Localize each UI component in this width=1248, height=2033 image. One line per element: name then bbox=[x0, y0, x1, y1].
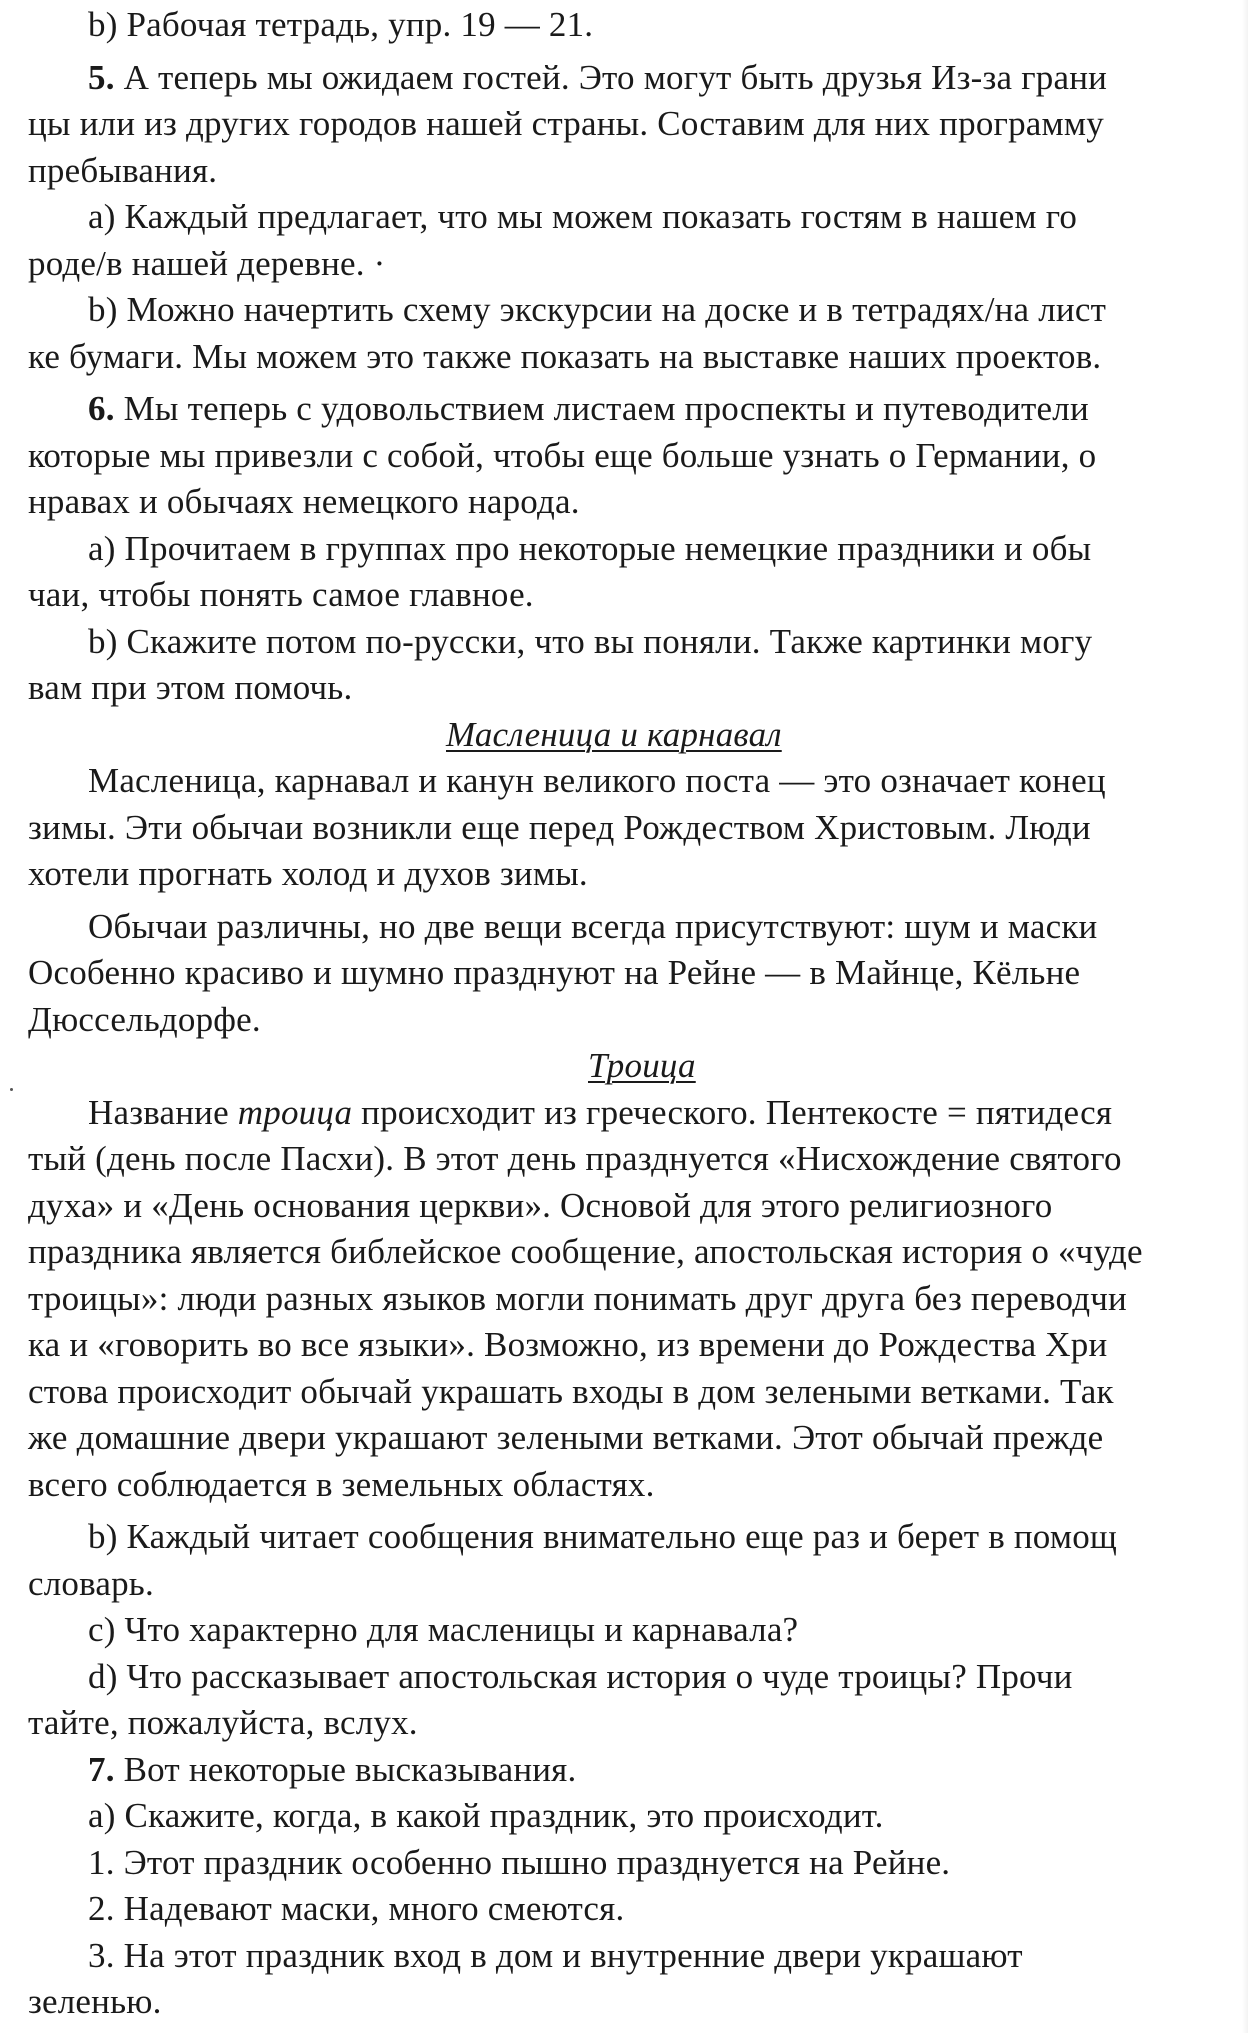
exercise-number: 6. bbox=[88, 389, 115, 428]
text-line: b) Скажите потом по-русски, что вы поняли. Также картинки могу bbox=[88, 621, 1093, 661]
text-line: 1. Этот праздник особенно пышно празднуется на Рейне. bbox=[88, 1842, 951, 1882]
text-line: b) Рабочая тетрадь, упр. 19 — 21. bbox=[88, 5, 594, 44]
paragraph-line bbox=[28, 904, 1248, 951]
text-line: цы или из других городов нашей страны. Составим для них программу bbox=[28, 104, 1104, 143]
paragraph-line bbox=[28, 665, 1248, 712]
paragraph-line bbox=[28, 1979, 1248, 2026]
text-line: духа» и «День основания церкви». Основой для этого религиозного bbox=[28, 1185, 1053, 1225]
paragraph-line bbox=[28, 433, 1248, 480]
text-line: d) Что рассказывает апостольская история о чуде троицы? Прочи bbox=[88, 1656, 1073, 1696]
exercise-5a-line bbox=[28, 194, 1248, 241]
statement-3 bbox=[28, 1933, 1248, 1980]
text-line: же домашние двери украшают зелеными ветками. Этот обычай прежде bbox=[28, 1418, 1104, 1457]
italic-term: троица bbox=[237, 1092, 353, 1132]
text-line: ке бумаги. Мы можем это также показать на выставке наших проектов. bbox=[28, 336, 1102, 376]
exercise-6-line bbox=[28, 386, 1248, 433]
statement-1 bbox=[28, 1840, 1248, 1887]
text-line: тый (день после Пасхи). В этот день празднуется «Нисхождение святого bbox=[28, 1139, 1122, 1178]
exercise-6d-line bbox=[28, 1654, 1248, 1701]
text-line: праздника является библейское сообщение, апостольская история о «чуде bbox=[28, 1232, 1143, 1271]
text-line: которые мы привезли с собой, чтобы еще больше узнать о Германии, о bbox=[28, 435, 1097, 475]
exercise-6b2-line bbox=[28, 1514, 1248, 1561]
text-line: a) Прочитаем в группах про некоторые немецкие праздники и обы bbox=[88, 528, 1092, 568]
paragraph-line bbox=[28, 572, 1248, 619]
paragraph-line bbox=[28, 1322, 1248, 1369]
paragraph-line bbox=[28, 1229, 1248, 1276]
paragraph-line bbox=[28, 1462, 1248, 1509]
text-line: Обычаи различны, но две вещи всегда присутствуют: шум и маски bbox=[88, 906, 1098, 946]
text-line: a) Скажите, когда, в какой праздник, это происходит. bbox=[88, 1796, 884, 1835]
paragraph-line bbox=[28, 101, 1248, 148]
exercise-6c-line bbox=[28, 1607, 1248, 1654]
paragraph-line bbox=[28, 1276, 1248, 1323]
text-line: 3. На этот праздник вход в дом и внутренние двери украшают bbox=[88, 1935, 1023, 1975]
scan-speck bbox=[10, 1088, 13, 1091]
paragraph-line bbox=[28, 241, 1248, 288]
text-line: троицы»: люди разных языков могли понимать друг друга без переводчи bbox=[28, 1278, 1127, 1318]
exercise-6a-line bbox=[28, 526, 1248, 573]
exercise-number: 7. bbox=[88, 1749, 115, 1789]
text-line: ка и «говорить во все языки». Возможно, из времени до Рождества Хри bbox=[28, 1325, 1108, 1364]
section-title: Троица bbox=[588, 1046, 696, 1085]
page-text bbox=[28, 2, 1248, 2026]
exercise-4b-line bbox=[28, 2, 1248, 49]
text-line: роде/в нашей деревне. · bbox=[28, 243, 386, 283]
text-line: хотели прогнать холод и духов зимы. bbox=[28, 854, 588, 893]
paragraph-line bbox=[28, 1090, 1248, 1137]
text-line: тайте, пожалуйста, вслух. bbox=[28, 1703, 418, 1742]
text-line: Масленица, карнавал и канун великого поста — это означает конец bbox=[88, 761, 1106, 800]
text-line: b) Можно начертить схему экскурсии на доске и в тетрадях/на лист bbox=[88, 290, 1107, 329]
text-line: Дюссельдорфе. bbox=[28, 999, 261, 1039]
paragraph-line bbox=[28, 1183, 1248, 1230]
paragraph-line bbox=[28, 334, 1248, 381]
text-line: Особенно красиво и шумно празднуют на Рейне — в Майнце, Кёльне bbox=[28, 953, 1081, 992]
paragraph-line bbox=[28, 148, 1248, 195]
paragraph-line bbox=[28, 950, 1248, 997]
exercise-5b-line bbox=[28, 287, 1248, 334]
text-line: всего соблюдается в земельных областях. bbox=[28, 1464, 655, 1504]
text-fragment: Название bbox=[88, 1092, 238, 1132]
text-line: Мы теперь с удовольствием листаем проспекты и путеводители bbox=[114, 389, 1089, 428]
paragraph-line bbox=[28, 758, 1248, 805]
scan-edge bbox=[1242, 0, 1248, 2033]
section-heading-maslenitsa bbox=[28, 712, 1248, 759]
text-line: нравах и обычаях немецкого народа. bbox=[28, 482, 580, 521]
text-line: b) Каждый читает сообщения внимательно еще раз и берет в помощ bbox=[88, 1517, 1118, 1556]
text-line: Вот некоторые высказывания. bbox=[114, 1749, 577, 1789]
paragraph-line bbox=[28, 1561, 1248, 1608]
exercise-7-line bbox=[28, 1747, 1248, 1794]
exercise-5-line bbox=[28, 55, 1248, 102]
paragraph-line bbox=[28, 851, 1248, 898]
text-line: 2. Надевают маски, много смеются. bbox=[88, 1889, 625, 1928]
text-line: словарь. bbox=[28, 1563, 154, 1603]
paragraph-line bbox=[28, 1700, 1248, 1747]
exercise-number: 5. bbox=[88, 57, 115, 97]
text-fragment: происходит из греческого. Пентекосте = пятидеся bbox=[352, 1092, 1113, 1132]
paragraph-line bbox=[28, 1136, 1248, 1183]
exercise-7a-line bbox=[28, 1793, 1248, 1840]
text-line: стова происходит обычай украшать входы в дом зелеными ветками. Так bbox=[28, 1371, 1114, 1411]
paragraph-line bbox=[28, 997, 1248, 1044]
text-line: a) Каждый предлагает, что мы можем показать гостям в нашем го bbox=[88, 197, 1078, 236]
paragraph-line bbox=[28, 1415, 1248, 1462]
text-line: А теперь мы ожидаем гостей. Это могут быть друзья Из-за грани bbox=[114, 57, 1108, 97]
section-heading-troitsa bbox=[28, 1043, 1248, 1090]
statement-2 bbox=[28, 1886, 1248, 1933]
section-title: Масленица и карнавал bbox=[446, 714, 782, 754]
text-line: вам при этом помочь. bbox=[28, 668, 353, 707]
paragraph-line bbox=[28, 479, 1248, 526]
paragraph-line bbox=[28, 805, 1248, 852]
text-line: зеленью. bbox=[28, 1982, 162, 2021]
text-line: пребывания. bbox=[28, 150, 218, 190]
text-line: c) Что характерно для масленицы и карнавала? bbox=[88, 1610, 799, 1649]
exercise-6b-line bbox=[28, 619, 1248, 666]
text-line: чаи, чтобы понять самое главное. bbox=[28, 575, 534, 614]
text-line: зимы. Эти обычаи возникли еще перед Рождеством Христовым. Люди bbox=[28, 807, 1091, 847]
paragraph-line bbox=[28, 1369, 1248, 1416]
